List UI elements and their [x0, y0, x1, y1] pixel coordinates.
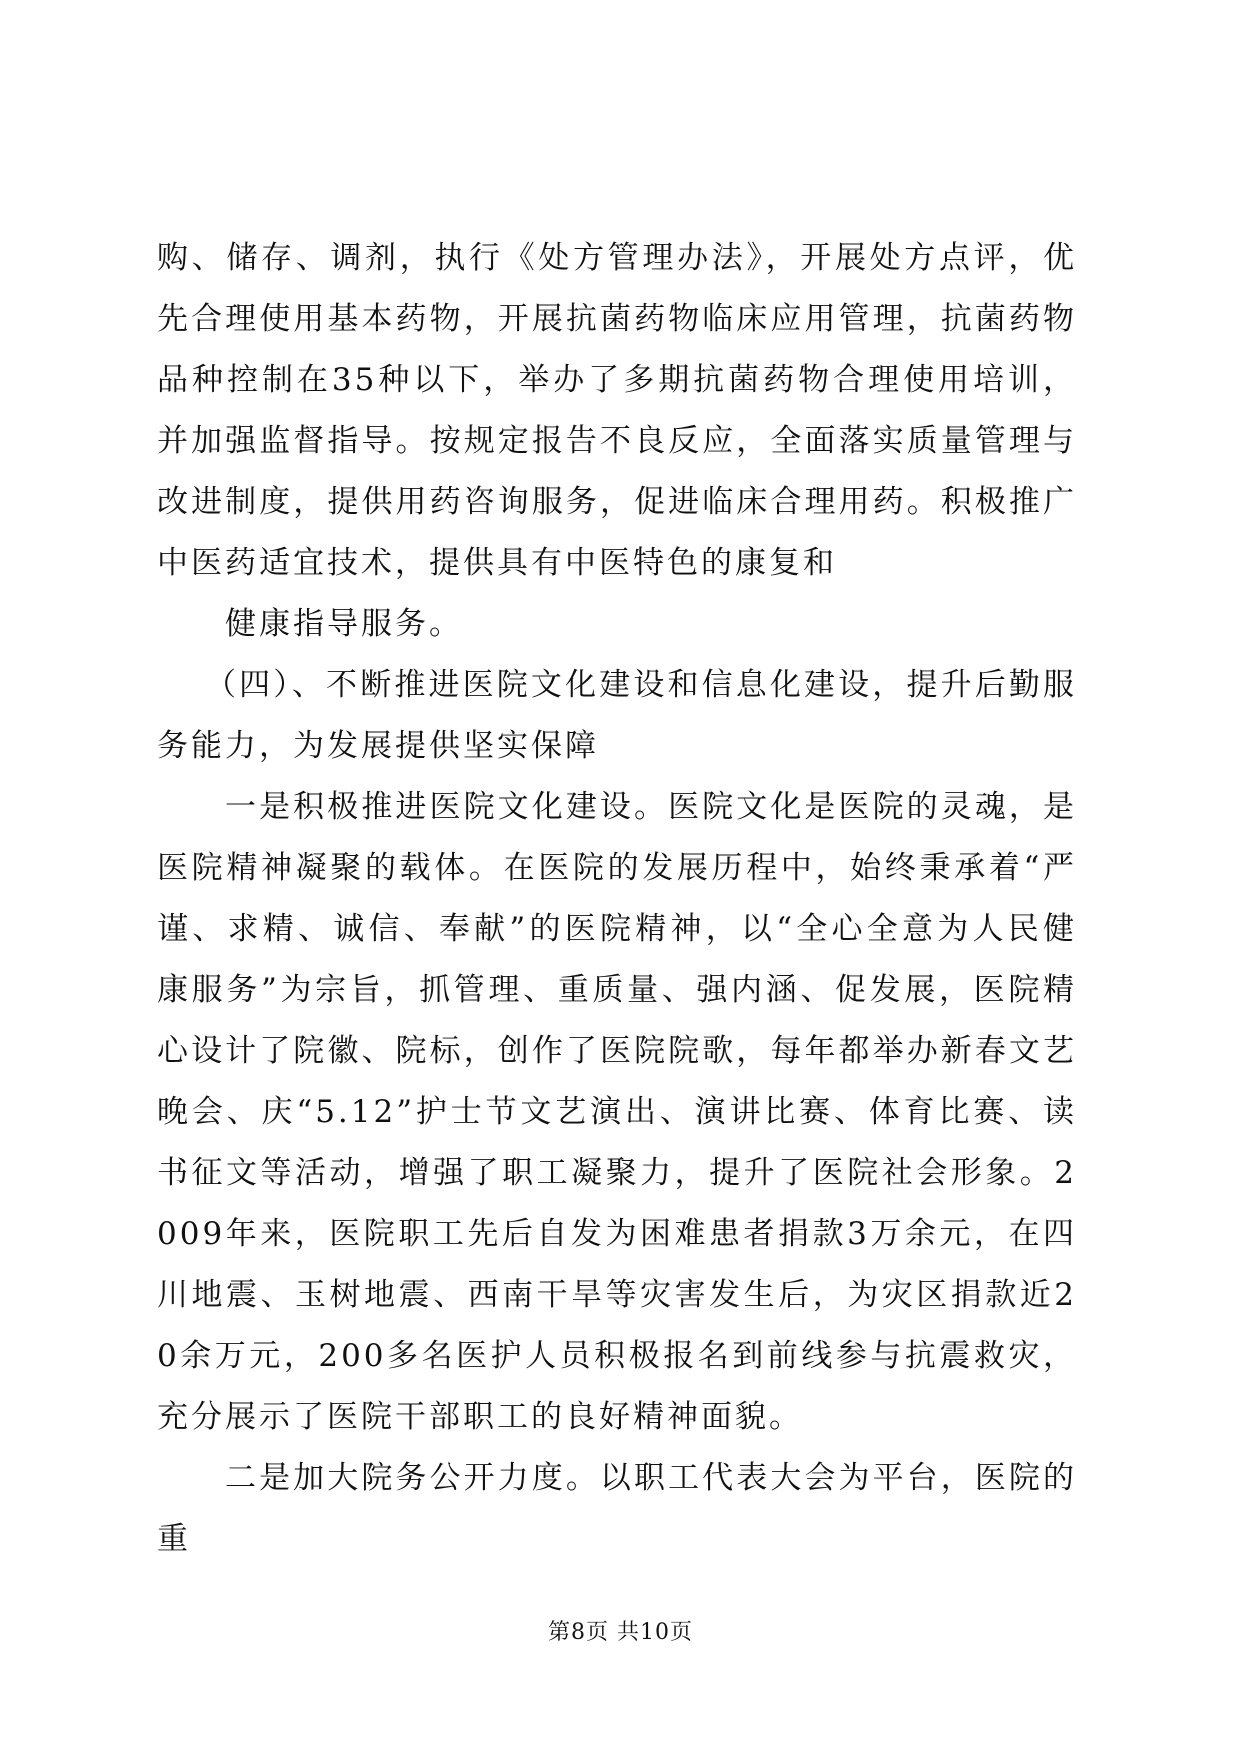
- page-footer: 第8页 共10页: [548, 1620, 693, 1645]
- paragraph-continuation: 购、储存、调剂，执行《处方管理办法》，开展处方点评，优先合理使用基本药物，开展抗菌药物临床应用管理，抗菌药物品种控制在35种以下，举办了多期抗菌药物合理使用培训，并加强监督指导。按规定报告不良反应，全面落实质量管理与改进制度，提供用药咨询服务，促进临床合理用药。积极推广中医药适宜技术，提供具有中医特色的康复和: [157, 240, 1077, 581]
- paragraph-openness: 二是加大院务公开力度。以职工代表大会为平台，医院的重: [157, 1460, 1077, 1557]
- paragraph-culture: 一是积极推进医院文化建设。医院文化是医院的灵魂，是医院精神凝聚的载体。在医院的发展历程中，始终秉承着“严谨、求精、诚信、奉献”的医院精神，以“全心全意为人民健康服务”为宗旨，抓管理、重质量、强内涵、促发展，医院精心设计了院徽、院标，创作了医院院歌，每年都举办新春文艺晚会、庆“5.12”护士节文艺演出、演讲比赛、体育比赛、读书征文等活动，增强了职工凝聚力，提升了医院社会形象。2009年来，医院职工先后自发为困难患者捐款3万余元，在四川地震、玉树地震、西南干旱等灾害发生后，为灾区捐款近20余万元，200多名医护人员积极报名到前线参与抗震救灾，充分展示了医院干部职工的良好精神面貌。: [157, 789, 1077, 1435]
- section-heading: （四）、不断推进医院文化建设和信息化建设，提升后勤服务能力，为发展提供坚实保障: [157, 667, 1077, 764]
- document-body: [157, 228, 1077, 1570]
- paragraph-continuation-end: 健康指导服务。: [225, 606, 463, 642]
